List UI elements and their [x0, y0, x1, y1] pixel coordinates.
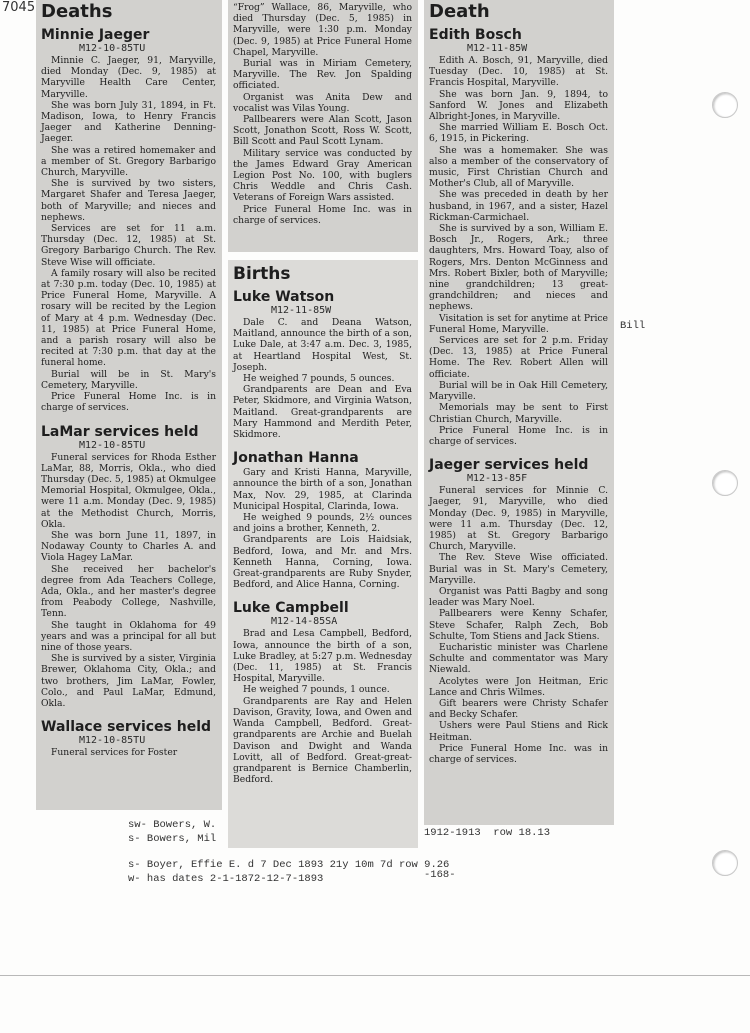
birth-body: [228, 316, 418, 442]
obituary-article: [424, 449, 614, 767]
paragraph: “Frog” Wallace, 86, Maryville, who died Thursday (Dec. 5, 1985) in Maryville, were 1:30 p.m. Monday (Dec. 9, 1985) at Price Funeral Home Chapel, Maryville.: [233, 2, 412, 58]
binder-hole-middle: [712, 470, 738, 496]
binder-hole-top: [712, 92, 738, 118]
paragraph: She married William E. Bosch Oct. 6, 1915, in Pickering.: [429, 122, 608, 145]
paragraph: She is survived by a son, William E. Bosch Jr., Rogers, Ark.; three daughters, Mrs. Howard Toay, also of Rogers, Mrs. Denton McGinness and Mrs. Robert Bixler, both of Maryville; nine grandchildren; 13 great-grandchildren; and nieces and nephews.: [429, 223, 608, 313]
left-column-clipping: [36, 0, 222, 810]
obituary-headline: [36, 711, 222, 746]
paragraph: Pallbearers were Alan Scott, Jason Scott, Jonathon Scott, Ross W. Scott, Bill Scott and Paul Scott Lynam.: [233, 114, 412, 148]
obituary-article: [36, 416, 222, 712]
birth-body: [228, 627, 418, 787]
paragraph: Funeral services for Minnie C. Jaeger, 91, Maryville, who died Monday (Dec. 9, 1985) in Maryville, were 11 a.m. Thursday (Dec. 12, 1985) at St. Gregory Barbarigo Church, Maryville.: [429, 485, 608, 553]
handwritten-date-note: M12-10-85TU: [79, 735, 146, 747]
typed-line: 1912-1913 row 18.13: [424, 827, 551, 839]
paragraph: Memorials may be sent to First Christian Church, Maryville.: [429, 402, 608, 425]
paragraph: She was a retired homemaker and a member of St. Gregory Barbarigo Church, Maryville.: [41, 144, 216, 179]
paragraph: Gary and Kristi Hanna, Maryville, announce the birth of a son, Jonathan Max, Nov. 29, 1985, at Clarinda Municipal Hospital, Clarinda, Iowa.: [233, 467, 412, 512]
obituary-name: Minnie Jaeger: [41, 27, 150, 43]
birth-headline: [228, 285, 418, 316]
paragraph: Acolytes were Jon Heitman, Eric Lance and Chris Wilmes.: [429, 675, 608, 698]
wallace-continued: [228, 0, 418, 228]
paragraph: She was born July 31, 1894, in Ft. Madison, Iowa, to Henry Francis Jaeger and Katherine Denning-Jaeger.: [41, 99, 216, 145]
birth-headline: [228, 592, 418, 627]
obituary-name: Wallace services held: [41, 719, 212, 736]
page-number: 7045: [2, 0, 36, 15]
obituary-body: [36, 54, 222, 416]
typed-line: s- Bowers, Mil: [128, 833, 217, 845]
paragraph: Brad and Lesa Campbell, Bedford, Iowa, announce the birth of a son, Luke Bradley, at 5:27 p.m. Wednesday (Dec. 11, 1985) at St. Francis Hospital, Maryville.: [233, 628, 412, 685]
paragraph: Edith A. Bosch, 91, Maryville, died Tuesday (Dec. 10, 1985) at St. Francis Hospital, Maryville.: [429, 55, 608, 89]
paragraph: Price Funeral Home Inc. is in charge of services.: [429, 424, 608, 447]
obituary-article: [36, 23, 222, 416]
paragraph: Grandparents are Lois Haidsiak, Bedford, Iowa, and Mr. and Mrs. Kenneth Hanna, Corning, Iowa. Great-grandparents are Ruby Snyder, Bedford, and Alice Hanna, Corning.: [233, 534, 412, 591]
obituary-article: [36, 711, 222, 760]
paragraph: She was a homemaker. She was also a member of the conservatory of music, First Christian Church and Mother's Club, all of Maryville.: [429, 144, 608, 190]
paragraph: She is survived by a sister, Virginia Brewer, Oklahoma City, Okla.; and two brothers, Jim LaMar, Fowler, Colo., and Paul LaMar, Edmund, Okla.: [41, 653, 216, 709]
paragraph: Burial was in Miriam Cemetery, Maryville. The Rev. Jon Spalding officiated.: [233, 58, 412, 92]
paragraph: Services are set for 11 a.m. Thursday (Dec. 12, 1985) at St. Gregory Barbarigo Church. The Rev. Steve Wise will officiate.: [41, 223, 216, 268]
paragraph: He weighed 9 pounds, 2½ ounces and joins a brother, Kenneth, 2.: [233, 512, 412, 535]
typed-index-right: [424, 826, 550, 882]
paragraph: He weighed 7 pounds, 5 ounces.: [243, 373, 395, 385]
margin-note: Bill: [620, 320, 646, 332]
obituary-article: [424, 23, 614, 449]
birth-name: Jonathan Hanna: [233, 450, 359, 467]
paragraph: Price Funeral Home Inc. was in charge of services.: [233, 203, 412, 226]
handwritten-date-note: M12-14-85SA: [271, 616, 338, 628]
handwritten-date-note: M12-10-85TU: [79, 439, 146, 451]
paragraph: Visitation is set for anytime at Price Funeral Home, Maryville.: [429, 312, 608, 335]
obituary-body: [424, 484, 614, 767]
birth-name: Luke Campbell: [233, 600, 349, 617]
paragraph: Burial will be in St. Mary's Cemetery, Maryville.: [41, 368, 216, 391]
handwritten-date-note: M12-10-85TU: [79, 43, 146, 54]
paragraph: Burial will be in Oak Hill Cemetery, Maryville.: [429, 379, 608, 403]
birth-article: [228, 442, 418, 592]
paragraph: Military service was conducted by the James Edward Gray American Legion Post No. 100, with buglers Chris Weddle and Chris Cash. Veterans of Foreign Wars assisted.: [233, 147, 412, 204]
paragraph: She was born June 11, 1897, in Nodaway County to Charles A. and Viola Hagey LaMar.: [41, 529, 216, 564]
birth-article: [228, 285, 418, 442]
paragraph: Organist was Patti Bagby and song leader was Mary Noel.: [429, 585, 608, 609]
paragraph: Dale C. and Deana Watson, Maitland, announce the birth of a son, Luke Dale, at 3:47 a.m. Dec. 3, 1985, at Heartland Hospital West, St. Joseph.: [233, 317, 412, 373]
paragraph: She taught in Oklahoma for 49 years and was a principal for all but nine of those years.: [41, 619, 216, 653]
birth-body: [228, 466, 418, 592]
birth-headline: [228, 442, 418, 466]
typed-line: sw- Bowers, W.: [128, 819, 217, 831]
paragraph: Grandparents are Ray and Helen Davison, Gravity, Iowa, and Owen and Wanda Campbell, Bedford. Great-grandparents are Archie and Buelah Davison and Dwight and Wanda Lovitt, all of Bedford. Great-great-grandparent is Bernice Chamberlin, Bedford.: [233, 695, 412, 786]
paragraph: She was preceded in death by her husband, in 1967, and a sister, Hazel Rickman-Carmichael.: [429, 189, 608, 223]
paragraph: She was born Jan. 9, 1894, to Sanford W. Jones and Elizabeth Albright-Jones, in Maryville.: [429, 88, 608, 123]
typed-index-lines: [128, 818, 449, 886]
paragraph: A family rosary will also be recited at 7:30 p.m. today (Dec. 10, 1985) at Price Funeral Home, Maryville. A rosary will be recited by the Legion of Mary at 4 p.m. Wednesday (Dec. 11, 1985) at Price Funeral Home, and a parish rosary will also be recited at 7:30 p.m. that day at the funeral home.: [41, 267, 216, 369]
handwritten-date-note: M12-13-85F: [467, 473, 528, 485]
obituary-body: [424, 54, 614, 449]
obituary-body: [36, 451, 222, 712]
obituary-body: [36, 746, 222, 760]
typed-line: s- Boyer, Effie E. d 7 Dec 1893 21y 10m 7d row 9.26: [128, 859, 450, 871]
paragraph: The Rev. Steve Wise officiated. Burial was in St. Mary's Cemetery, Maryville.: [429, 552, 608, 586]
handwritten-date-note: M12-11-85W: [467, 43, 528, 54]
paragraph: Minnie C. Jaeger, 91, Maryville, died Monday (Dec. 9, 1985) at Maryville Health Care Center, Maryville.: [41, 55, 216, 100]
right-column-clipping: [424, 0, 614, 825]
obituary-headline: [424, 449, 614, 484]
paragraph: Gift bearers were Christy Schafer and Becky Schafer.: [429, 697, 608, 721]
paragraph: Pallbearers were Kenny Schafer, Steve Schafer, Ralph Zech, Bob Schulte, Tom Stiens and Jack Stiens.: [429, 608, 608, 642]
birth-article: [228, 592, 418, 787]
paragraph: She received her bachelor's degree from Ada Teachers College, Ada, Okla., and her master's degree from Peabody College, Nashville, Tenn.: [41, 563, 216, 620]
births-clipping: [228, 260, 418, 848]
death-title: Death: [429, 1, 490, 22]
births-title: Births: [233, 264, 291, 284]
paragraph: Funeral services for Rhoda Esther LaMar, 88, Morris, Okla., who died Thursday (Dec. 5, 1985) at Okmulgee Memorial Hospital, Okmulgee, Okla., were 11 a.m. Monday (Dec. 9, 1985) at the Methodist Church, Morris, Okla.: [41, 451, 216, 530]
paragraph: He weighed 7 pounds, 1 ounce.: [243, 684, 390, 696]
obituary-name: Edith Bosch: [429, 27, 522, 43]
paragraph: Ushers were Paul Stiens and Rick Heitman.: [429, 720, 608, 743]
obituary-name: LaMar services held: [41, 423, 199, 440]
paragraph: Funeral services for Foster: [51, 747, 178, 759]
handwritten-date-note: M12-11-85W: [271, 305, 332, 316]
typed-line: -168-: [424, 869, 456, 881]
paragraph: Grandparents are Dean and Eva Peter, Skidmore, and Virginia Watson, Maitland. Great-grandparents are Mary Hammond and Merdith Peter, Skidmore.: [233, 384, 412, 441]
paragraph: Eucharistic minister was Charlene Schulte and commentator was Mary Niewald.: [429, 641, 608, 676]
obituary-name: Jaeger services held: [429, 457, 589, 474]
paragraph: Price Funeral Home Inc. is in charge of services.: [41, 391, 216, 414]
page-fold: [0, 975, 750, 976]
paragraph: She is survived by two sisters, Margaret Shafer and Teresa Jaeger, both of Maryville; and nieces and nephews.: [41, 178, 216, 223]
obituary-headline: [36, 23, 222, 54]
typed-line: w- has dates 2-1-1872-12-7-1893: [128, 873, 324, 885]
obituary-headline: [36, 416, 222, 451]
binder-hole-bottom: [712, 850, 738, 876]
middle-column-clipping: [228, 0, 418, 252]
deaths-title: Deaths: [41, 1, 113, 22]
paragraph: Services are set for 2 p.m. Friday (Dec. 13, 1985) at Price Funeral Home. The Rev. Robert Allen will officiate.: [429, 335, 608, 380]
paragraph: Organist was Anita Dew and vocalist was Vilas Young.: [233, 91, 412, 114]
paragraph: Price Funeral Home Inc. was in charge of services.: [429, 742, 608, 765]
birth-name: Luke Watson: [233, 289, 335, 305]
obituary-headline: [424, 23, 614, 54]
